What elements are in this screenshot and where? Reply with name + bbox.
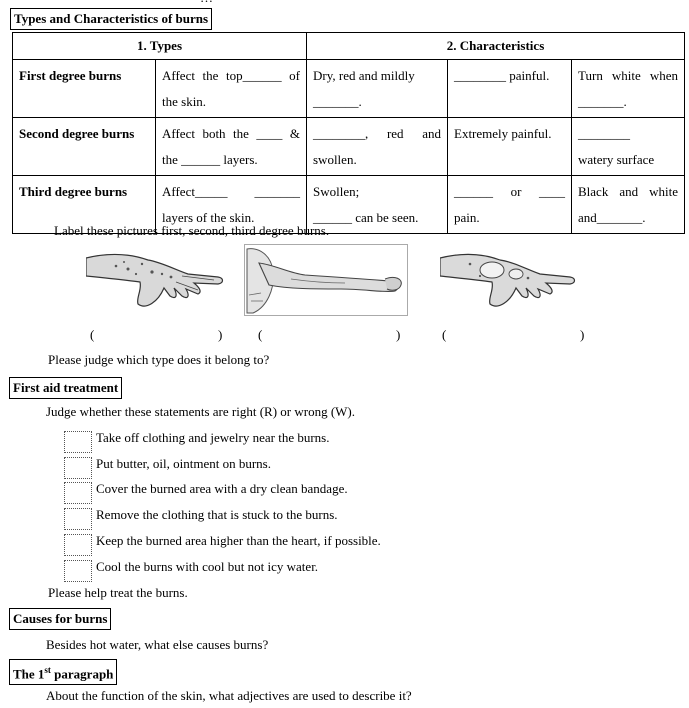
statement: Cool the burns with cool but not icy water. [96, 559, 319, 574]
answer-paren-open: ( [258, 327, 263, 342]
burn-type: Second degree burns [13, 118, 156, 176]
affect-line: Affect_____ _______ [162, 184, 300, 199]
burn-photo-arm [244, 244, 408, 316]
section-heading-first-aid: First aid treatment [9, 377, 122, 399]
char-line: ______ can be seen. [313, 210, 419, 225]
causes-question: Besides hot water, what else causes burns? [46, 637, 269, 652]
burn-type: First degree burns [13, 60, 156, 118]
char-cell [572, 118, 685, 176]
burn-photo-hand-1 [86, 244, 242, 316]
answer-paren-open: ( [90, 327, 95, 342]
answer-paren-close: ) [396, 327, 401, 342]
label-instruction: Label these pictures first, second, third degree burns. [54, 223, 330, 238]
affect-line: the skin. [162, 94, 207, 109]
section-heading-paragraph [9, 659, 117, 685]
answer-box[interactable] [64, 534, 92, 556]
char-cell [448, 118, 572, 176]
statement: Remove the clothing that is stuck to the burns. [96, 507, 338, 522]
statement: Take off clothing and jewelry near the burns. [96, 430, 330, 445]
section-heading-causes: Causes for burns [9, 608, 111, 630]
char-cell [448, 176, 572, 234]
char-cell [448, 60, 572, 118]
heading-text: The 1 [13, 666, 45, 682]
table-row [13, 118, 685, 176]
answer-paren-close: ) [218, 327, 223, 342]
section-heading-types: Types and Characteristics of burns [10, 8, 212, 30]
char-line: _______. [578, 94, 627, 109]
char-line: Black and white [578, 184, 679, 199]
affect-line: layers of the skin. [162, 210, 255, 225]
burn-photo-hand-2 [440, 244, 594, 316]
col-header-characteristics: 2. Characteristics [307, 33, 685, 60]
char-line: _______. [313, 94, 362, 109]
answer-box[interactable] [64, 482, 92, 504]
affect-cell [156, 60, 307, 118]
char-line: Dry, red and mildly [313, 68, 415, 83]
answer-box[interactable] [64, 560, 92, 582]
affect-cell [156, 118, 307, 176]
char-line: Extremely painful. [454, 126, 552, 141]
first-aid-instruction: Judge whether these statements are right (R) or wrong (W). [46, 404, 356, 419]
answer-paren-close: ) [580, 327, 585, 342]
heading-text: paragraph [50, 666, 114, 682]
burns-table [12, 32, 685, 234]
char-cell [572, 60, 685, 118]
answer-box[interactable] [64, 431, 92, 453]
hand-blister-illustration-icon [440, 244, 594, 316]
char-line: Turn white when [578, 68, 679, 83]
col-header-types: 1. Types [13, 33, 307, 60]
heading-superscript: st [44, 665, 51, 675]
affect-line: the ______ layers. [162, 152, 258, 167]
judge-type-question: Please judge which type does it belong to? [48, 352, 270, 367]
burn-type: Third degree burns [13, 176, 156, 234]
char-cell [572, 176, 685, 234]
char-cell [307, 118, 448, 176]
hand-illustration-icon [86, 244, 242, 316]
affect-line: Affect the top______ of [162, 68, 300, 83]
help-treat-text: Please help treat the burns. [48, 585, 188, 600]
char-line: pain. [454, 210, 480, 225]
char-line: watery surface [578, 152, 655, 167]
answer-box[interactable] [64, 457, 92, 479]
affect-line: Affect both the ____ & [162, 126, 300, 141]
paragraph-question: About the function of the skin, what adjectives are used to describe it? [46, 688, 412, 703]
char-line: swollen. [313, 152, 357, 167]
table-row [13, 60, 685, 118]
char-line: ________ [578, 126, 630, 141]
answer-box[interactable] [64, 508, 92, 530]
table-header-row [13, 33, 685, 60]
statement: Keep the burned area higher than the heart, if possible. [96, 533, 381, 548]
answer-paren-open: ( [442, 327, 447, 342]
clipped-top-text [200, 0, 213, 6]
char-line: ________ painful. [454, 68, 550, 83]
char-line: ______ or ____ [454, 184, 565, 199]
char-line: ________, red and [313, 126, 441, 141]
arm-illustration-icon [245, 245, 407, 315]
char-line: and_______. [578, 210, 646, 225]
statement: Put butter, oil, ointment on burns. [96, 456, 271, 471]
char-cell [307, 60, 448, 118]
statement: Cover the burned area with a dry clean bandage. [96, 481, 348, 496]
char-line: Swollen; [313, 184, 360, 199]
